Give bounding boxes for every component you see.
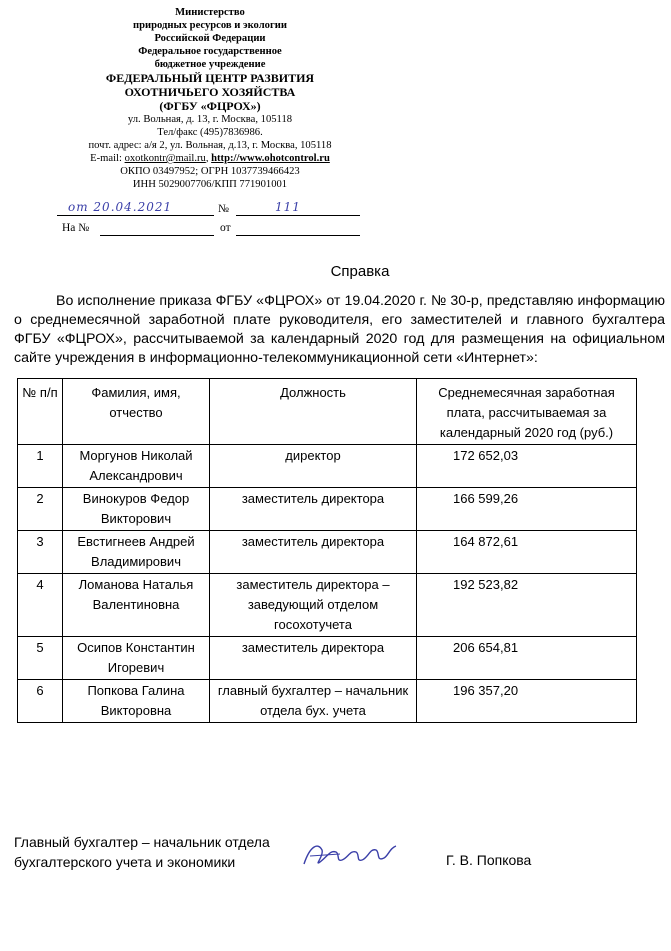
number-label: № — [218, 203, 229, 215]
table-row — [18, 574, 637, 637]
col-name-header: Фамилия, имя, отчество — [63, 379, 210, 445]
document-title: Справка — [330, 263, 390, 280]
table-row — [18, 445, 637, 488]
employee-salary: 164 872,61 — [417, 531, 637, 574]
row-number: 5 — [18, 637, 63, 680]
okpo-ogrn: ОКПО 03497952; ОГРН 1037739466423 — [120, 166, 300, 177]
reply-date-underline — [236, 235, 360, 236]
letterhead — [60, 6, 360, 191]
col-number-header: № п/п — [18, 379, 63, 445]
salary-table — [17, 378, 637, 723]
email-separator: , — [205, 153, 212, 164]
row-number: 4 — [18, 574, 63, 637]
table-header-row — [18, 379, 637, 445]
employee-position: заместитель директора – заведующий отделом госохотучета — [210, 574, 417, 637]
row-number: 6 — [18, 680, 63, 723]
org-abbrev: (ФГБУ «ФЦРОХ») — [159, 99, 261, 113]
employee-position: заместитель директора — [210, 531, 417, 574]
employee-name: Моргунов Николай Александрович — [63, 445, 210, 488]
reply-number-underline — [100, 235, 214, 236]
col-position-header: Должность — [210, 379, 417, 445]
signature-image — [300, 836, 400, 872]
postal-address: почт. адрес: а/я 2, ул. Вольная, д.13, г. Москва, 105118 — [88, 140, 332, 151]
inn-kpp: ИНН 5029007706/КПП 771901001 — [132, 179, 288, 190]
handwritten-number: 111 — [275, 200, 301, 214]
employee-salary: 196 357,20 — [417, 680, 637, 723]
date-underline — [57, 215, 214, 216]
handwritten-date: от 20.04.2021 — [68, 200, 173, 214]
org-name: ОХОТНИЧЬЕГО ХОЗЯЙСТВА — [124, 85, 296, 99]
employee-salary: 166 599,26 — [417, 488, 637, 531]
row-number: 1 — [18, 445, 63, 488]
employee-salary: 172 652,03 — [417, 445, 637, 488]
signer-title-line: бухгалтерского учета и экономики — [14, 854, 236, 870]
employee-position: заместитель директора — [210, 488, 417, 531]
table-row — [18, 637, 637, 680]
email-prefix: E-mail: — [90, 153, 125, 164]
employee-name: Осипов Константин Игоревич — [63, 637, 210, 680]
ministry-line: Министерство — [175, 7, 245, 18]
signer-title — [14, 832, 270, 872]
row-number: 3 — [18, 531, 63, 574]
institution-type-line: бюджетное учреждение — [154, 59, 266, 70]
employee-name: Евстигнеев Андрей Владимирович — [63, 531, 210, 574]
body-paragraph: Во исполнение приказа ФГБУ «ФЦРОХ» от 19.04.2020 г. № 30-р, представляю информацию о среднемесячной заработной плате руководителя, его заместителей и главного бухгалтера ФГБУ «ФЦРОХ», рассчитываемой за календарный 2020 год для размещения на официальном сайте учреждения в информационно-телекоммуникационной сети «Интернет»: — [14, 293, 665, 366]
employee-position: заместитель директора — [210, 637, 417, 680]
employee-name: Ломанова Наталья Валентиновна — [63, 574, 210, 637]
ministry-line: природных ресурсов и экологии — [133, 20, 287, 31]
employee-name: Попкова Галина Викторовна — [63, 680, 210, 723]
number-underline — [236, 215, 360, 216]
employee-salary: 192 523,82 — [417, 574, 637, 637]
org-name: ФЕДЕРАЛЬНЫЙ ЦЕНТР РАЗВИТИЯ — [105, 71, 315, 85]
reply-date-label: от — [220, 222, 231, 234]
table-row — [18, 531, 637, 574]
signer-name: Г. В. Попкова — [446, 852, 532, 868]
table-row — [18, 488, 637, 531]
contacts-line — [40, 152, 380, 165]
table-row — [18, 680, 637, 723]
ministry-line: Российской Федерации — [154, 33, 266, 44]
phone: Тел/факс (495)7836986. — [157, 127, 263, 138]
signer-title-line: Главный бухгалтер – начальник отдела — [14, 834, 270, 850]
email-link[interactable]: oxotkontr@mail.ru — [124, 153, 206, 164]
employee-salary: 206 654,81 — [417, 637, 637, 680]
col-salary-header: Среднемесячная заработная плата, рассчитываемая за календарный 2020 год (руб.) — [417, 379, 637, 445]
employee-position: директор — [210, 445, 417, 488]
institution-type-line: Федеральное государственное — [138, 46, 282, 57]
reply-to-label: На № — [62, 222, 90, 234]
row-number: 2 — [18, 488, 63, 531]
employee-position: главный бухгалтер – начальник отдела бух. учета — [210, 680, 417, 723]
website-link[interactable]: http://www.ohotcontrol.ru — [211, 153, 330, 164]
address: ул. Вольная, д. 13, г. Москва, 105118 — [127, 114, 293, 125]
employee-name: Винокуров Федор Викторович — [63, 488, 210, 531]
